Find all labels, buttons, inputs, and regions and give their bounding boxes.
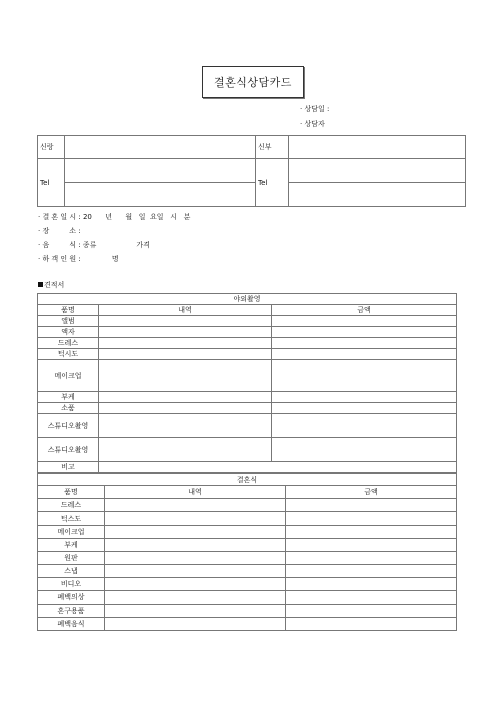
table-row-label: 부케 <box>38 538 105 551</box>
detail-cell[interactable] <box>105 565 286 578</box>
table-row-label: 스튜디오촬영 <box>38 414 99 438</box>
detail-cell[interactable] <box>105 499 286 512</box>
wedding-title: 결혼식 <box>38 474 457 486</box>
page-title: 결혼식상담카드 <box>202 66 304 98</box>
detail-cell[interactable] <box>99 403 272 414</box>
outdoor-header-detail: 내역 <box>99 305 272 316</box>
amount-cell[interactable] <box>272 392 457 403</box>
remarks-label: 비고 <box>38 462 99 473</box>
amount-cell[interactable] <box>286 591 457 604</box>
table-row-label: 원판 <box>38 551 105 564</box>
outdoor-header-item: 품명 <box>38 305 99 316</box>
table-row-label: 혼구용품 <box>38 604 105 617</box>
amount-cell[interactable] <box>286 525 457 538</box>
square-bullet-icon <box>38 282 43 287</box>
detail-cell[interactable] <box>105 512 286 525</box>
wedding-header-detail: 내역 <box>105 486 286 499</box>
place-line: · 장 소 : <box>38 227 81 235</box>
amount-cell[interactable] <box>272 414 457 438</box>
detail-cell[interactable] <box>99 438 272 462</box>
amount-cell[interactable] <box>272 338 457 349</box>
groom-tel-field-2[interactable] <box>65 183 256 207</box>
amount-cell[interactable] <box>272 438 457 462</box>
amount-cell[interactable] <box>286 551 457 564</box>
detail-cell[interactable] <box>99 327 272 338</box>
wedding-header-amount: 금액 <box>286 486 457 499</box>
consult-date-label: · 상담일 : <box>300 105 330 113</box>
wedding-table <box>37 473 457 631</box>
table-row-label: 드레스 <box>38 338 99 349</box>
consultant-label: · 상담자 <box>300 120 325 128</box>
couple-table <box>37 135 466 207</box>
groom-tel-label: Tel <box>38 159 65 207</box>
detail-cell[interactable] <box>99 349 272 360</box>
table-row-label: 폐백의상 <box>38 591 105 604</box>
detail-cell[interactable] <box>105 538 286 551</box>
amount-cell[interactable] <box>272 403 457 414</box>
amount-cell[interactable] <box>286 617 457 630</box>
detail-cell[interactable] <box>99 316 272 327</box>
table-row-label: 액자 <box>38 327 99 338</box>
detail-cell[interactable] <box>105 591 286 604</box>
food-line: · 음 식 : 종류 가격 <box>38 241 150 249</box>
table-row-label: 부케 <box>38 392 99 403</box>
amount-cell[interactable] <box>286 565 457 578</box>
detail-cell[interactable] <box>105 578 286 591</box>
groom-tel-field-1[interactable] <box>65 159 256 183</box>
amount-cell[interactable] <box>272 349 457 360</box>
detail-cell[interactable] <box>99 414 272 438</box>
table-row-label: 앨범 <box>38 316 99 327</box>
table-row-label: 메이크업 <box>38 360 99 392</box>
guests-line: · 하 객 인 원 : 명 <box>38 255 119 263</box>
estimate-heading <box>38 280 64 290</box>
bride-tel-field-1[interactable] <box>289 159 466 183</box>
table-row-label: 드레스 <box>38 499 105 512</box>
detail-cell[interactable] <box>105 551 286 564</box>
table-row-label: 스냅 <box>38 565 105 578</box>
amount-cell[interactable] <box>286 512 457 525</box>
estimate-label: 견적서 <box>44 281 65 289</box>
detail-cell[interactable] <box>105 617 286 630</box>
table-row-label: 턱시도 <box>38 349 99 360</box>
detail-cell[interactable] <box>105 604 286 617</box>
table-row-label: 메이크업 <box>38 525 105 538</box>
outdoor-table <box>37 293 457 473</box>
table-row-label: 폐백음식 <box>38 617 105 630</box>
detail-cell[interactable] <box>105 525 286 538</box>
bride-label: 신부 <box>256 136 289 159</box>
bride-tel-label: Tel <box>256 159 289 207</box>
amount-cell[interactable] <box>272 327 457 338</box>
detail-cell[interactable] <box>99 338 272 349</box>
amount-cell[interactable] <box>272 316 457 327</box>
amount-cell[interactable] <box>286 578 457 591</box>
wedding-date-line: · 결 혼 일 시 : 20 년 월 일 요일 시 분 <box>38 213 191 221</box>
amount-cell[interactable] <box>286 538 457 551</box>
outdoor-header-amount: 금액 <box>272 305 457 316</box>
outdoor-title: 야외촬영 <box>38 294 457 305</box>
detail-cell[interactable] <box>99 360 272 392</box>
detail-cell[interactable] <box>99 392 272 403</box>
groom-name-field[interactable] <box>65 136 256 159</box>
groom-label: 신랑 <box>38 136 65 159</box>
bride-tel-field-2[interactable] <box>289 183 466 207</box>
bride-name-field[interactable] <box>289 136 466 159</box>
amount-cell[interactable] <box>286 499 457 512</box>
table-row-label: 비디오 <box>38 578 105 591</box>
remarks-cell[interactable] <box>99 462 457 473</box>
wedding-header-item: 품명 <box>38 486 105 499</box>
table-row-label: 스튜디오촬영 <box>38 438 99 462</box>
amount-cell[interactable] <box>286 604 457 617</box>
amount-cell[interactable] <box>272 360 457 392</box>
table-row-label: 소품 <box>38 403 99 414</box>
table-row-label: 턱스도 <box>38 512 105 525</box>
